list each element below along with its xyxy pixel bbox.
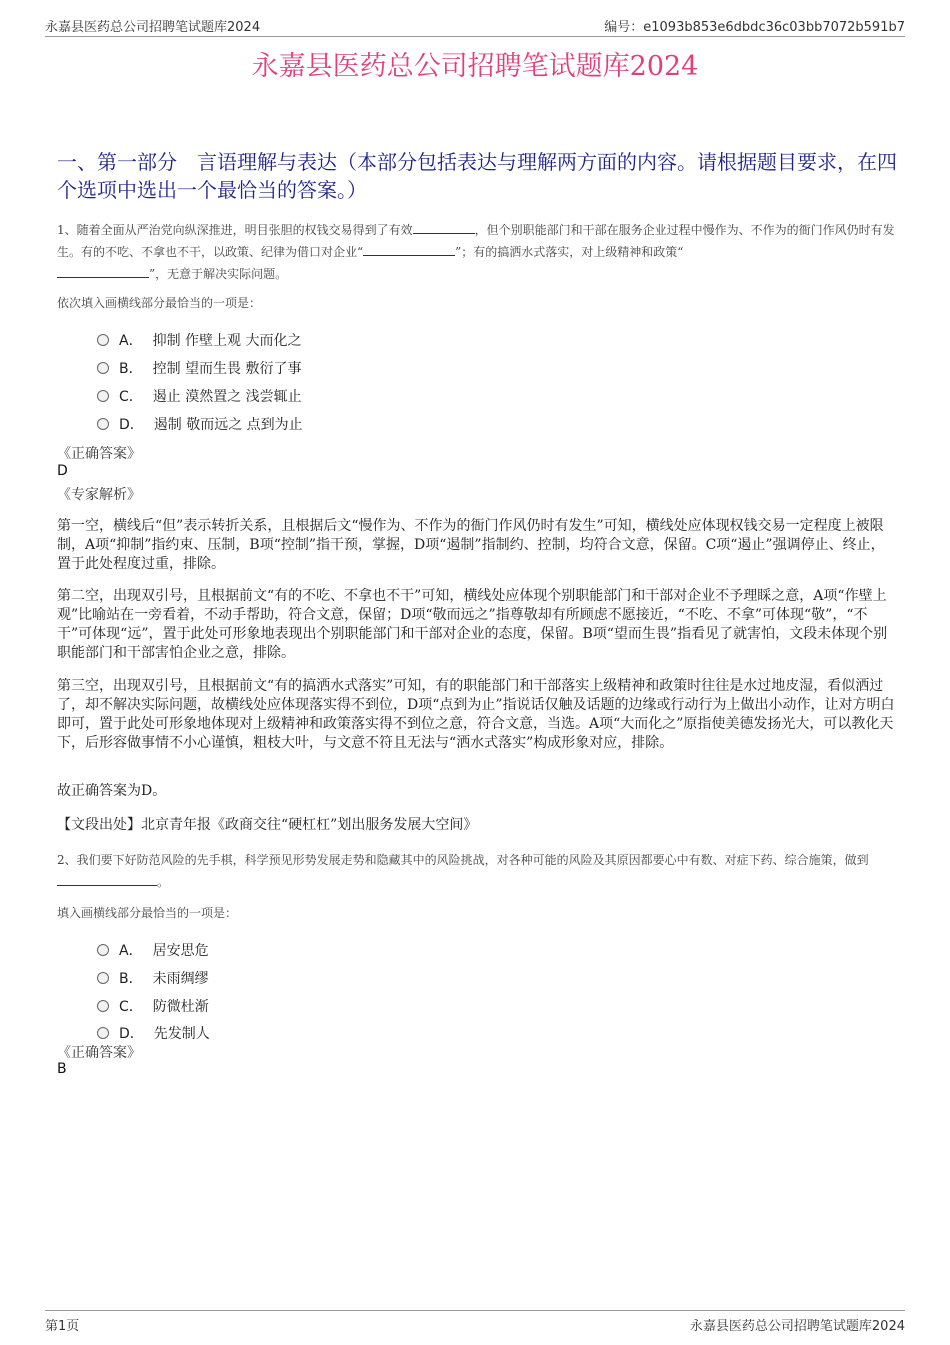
option-key: C． xyxy=(119,389,143,405)
option-text: 抑制 作壁上观 大而化之 xyxy=(152,333,302,349)
question-1-instruction: 依次填入画横线部分最恰当的一项是： xyxy=(57,296,262,310)
q2-answer-label: 《正确答案》 xyxy=(57,1045,141,1061)
page-title: 永嘉县医药总公司招聘笔试题库2024 xyxy=(251,51,699,82)
radio-icon[interactable] xyxy=(97,972,109,984)
radio-icon[interactable] xyxy=(97,944,109,956)
page-footer xyxy=(45,1310,905,1335)
option-key: D． xyxy=(119,417,144,433)
radio-icon[interactable] xyxy=(97,334,109,346)
option-key: A． xyxy=(119,333,143,349)
page-number: 第1页 xyxy=(45,1319,80,1334)
q1-analysis-paragraph-3: 第三空，出现双引号，且根据前文“有的搞洒水式落实”可知，有的职能部门和干部落实上级精神和政策时往往是水过地皮湿，看似洒过了，却不解决实际问题，故横线处应体现落实得不到位，D项“点到为止”指说话仅触及话题的边缘或行动行为上做出小动作，让对方明白即可，置于此处可形象地体现对上级精神和政策落实得不到位之意，符合文意，当选。A项“大而化之”原指使美德发扬光大，可以教化天下，后形容做事情不小心谨慎，粗枝大叶，与文意不符且无法与“洒水式落实”构成形象对应，排除。 xyxy=(57,678,895,751)
option-key: D． xyxy=(119,1026,144,1042)
q1-stem-part: ，但个别职能部门和干部在服务企业过程中慢作为、不作为的衙门作风仍时有发生。有的不吃、不拿也不干，以政策、纪律为借口对企业“ xyxy=(57,223,895,259)
q1-option-a[interactable] xyxy=(97,330,301,350)
radio-icon[interactable] xyxy=(97,1000,109,1012)
q2-stem-part: 2、我们要下好防范风险的先手棋，科学预见形势发展走势和隐藏其中的风险挑战，对各种可能的风险及其原因都要心中有数、对症下药、综合施策，做到 xyxy=(57,853,869,867)
option-text: 居安思危 xyxy=(152,943,209,959)
q1-option-d[interactable] xyxy=(97,414,303,434)
section-heading: 一、第一部分 言语理解与表达（本部分包括表达与理解两方面的内容。请根据题目要求，在四个选项中选出一个最恰当的答案。） xyxy=(57,150,897,202)
option-key: A． xyxy=(119,943,143,959)
q1-stem-part: ”，无意于解决实际问题。 xyxy=(149,267,288,281)
question-2-instruction: 填入画横线部分最恰当的一项是： xyxy=(57,906,238,920)
q2-stem-part: 。 xyxy=(157,875,170,889)
q2-answer: B xyxy=(57,1061,67,1077)
header-doc-title: 永嘉县医药总公司招聘笔试题库2024 xyxy=(45,20,261,35)
q2-option-a[interactable] xyxy=(97,940,209,960)
option-text: 控制 望而生畏 敷衍了事 xyxy=(152,361,302,377)
q1-analysis-paragraph-2: 第二空，出现双引号，且根据前文“有的不吃、不拿也不干”可知，横线处应体现个别职能部门和干部对企业不予理睬之意，A项“作壁上观”比喻站在一旁看着，不动手帮助，符合文意，保留；D项“敬而远之”指尊敬却有所顾虑不愿接近，“不吃、不拿”可体现“敬”，“不干”可体现“远”，置于此处可形象地表现出个别职能部门和干部对企业的态度，保留。B项“望而生畏”指看见了就害怕，文段未体现个别职能部门和干部害怕企业之意，排除。 xyxy=(57,588,888,661)
q1-analysis-conclusion: 故正确答案为D。 xyxy=(57,783,167,799)
q2-option-c[interactable] xyxy=(97,996,209,1016)
radio-icon[interactable] xyxy=(97,418,109,430)
fill-blank-2 xyxy=(363,243,455,256)
q1-analysis-paragraph-1: 第一空，横线后“但”表示转折关系，且根据后文“慢作为、不作为的衙门作风仍时有发生”可知，横线处应体现权钱交易一定程度上被限制，A项“抑制”指约束、压制，B项“控制”指干预，掌握，D项“遏制”指制约、控制，均符合文意，保留。C项“遏止”强调停止、终止，置于此处程度过重，排除。 xyxy=(57,518,885,572)
option-text: 遏止 漠然置之 浅尝辄止 xyxy=(152,389,302,405)
page-header xyxy=(45,14,905,37)
option-text: 防微杜渐 xyxy=(152,999,209,1015)
footer-doc-title: 永嘉县医药总公司招聘笔试题库2024 xyxy=(689,1319,905,1334)
fill-blank-4 xyxy=(57,873,157,886)
option-text: 未雨绸缪 xyxy=(152,971,209,987)
q1-stem-part: ”；有的搞洒水式落实，对上级精神和政策“ xyxy=(455,245,684,259)
q1-stem-part: 1、随着全面从严治党向纵深推进，明目张胆的权钱交易得到了有效 xyxy=(57,223,413,237)
q1-option-b[interactable] xyxy=(97,358,302,378)
option-key: C． xyxy=(119,999,143,1015)
question-2-stem xyxy=(57,849,895,893)
q2-option-d[interactable] xyxy=(97,1023,210,1043)
option-key: B． xyxy=(119,361,143,377)
fill-blank-1 xyxy=(413,221,475,234)
radio-icon[interactable] xyxy=(97,362,109,374)
q1-analysis-label: 《专家解析》 xyxy=(57,487,141,503)
q1-option-c[interactable] xyxy=(97,386,302,406)
q1-source: 【文段出处】北京青年报《政商交往“硬杠杠”划出服务发展大空间》 xyxy=(57,817,478,833)
option-text: 遏制 敬而远之 点到为止 xyxy=(153,417,303,433)
option-text: 先发制人 xyxy=(153,1026,210,1042)
fill-blank-3 xyxy=(57,265,149,278)
radio-icon[interactable] xyxy=(97,1027,109,1039)
option-key: B． xyxy=(119,971,143,987)
question-1-stem xyxy=(57,219,895,285)
header-doc-id: 编号：e1093b853e6dbdc36c03bb7072b591b7 xyxy=(604,20,905,35)
q2-option-b[interactable] xyxy=(97,968,209,988)
radio-icon[interactable] xyxy=(97,390,109,402)
q1-answer: D xyxy=(57,463,68,479)
q1-answer-label: 《正确答案》 xyxy=(57,446,141,462)
